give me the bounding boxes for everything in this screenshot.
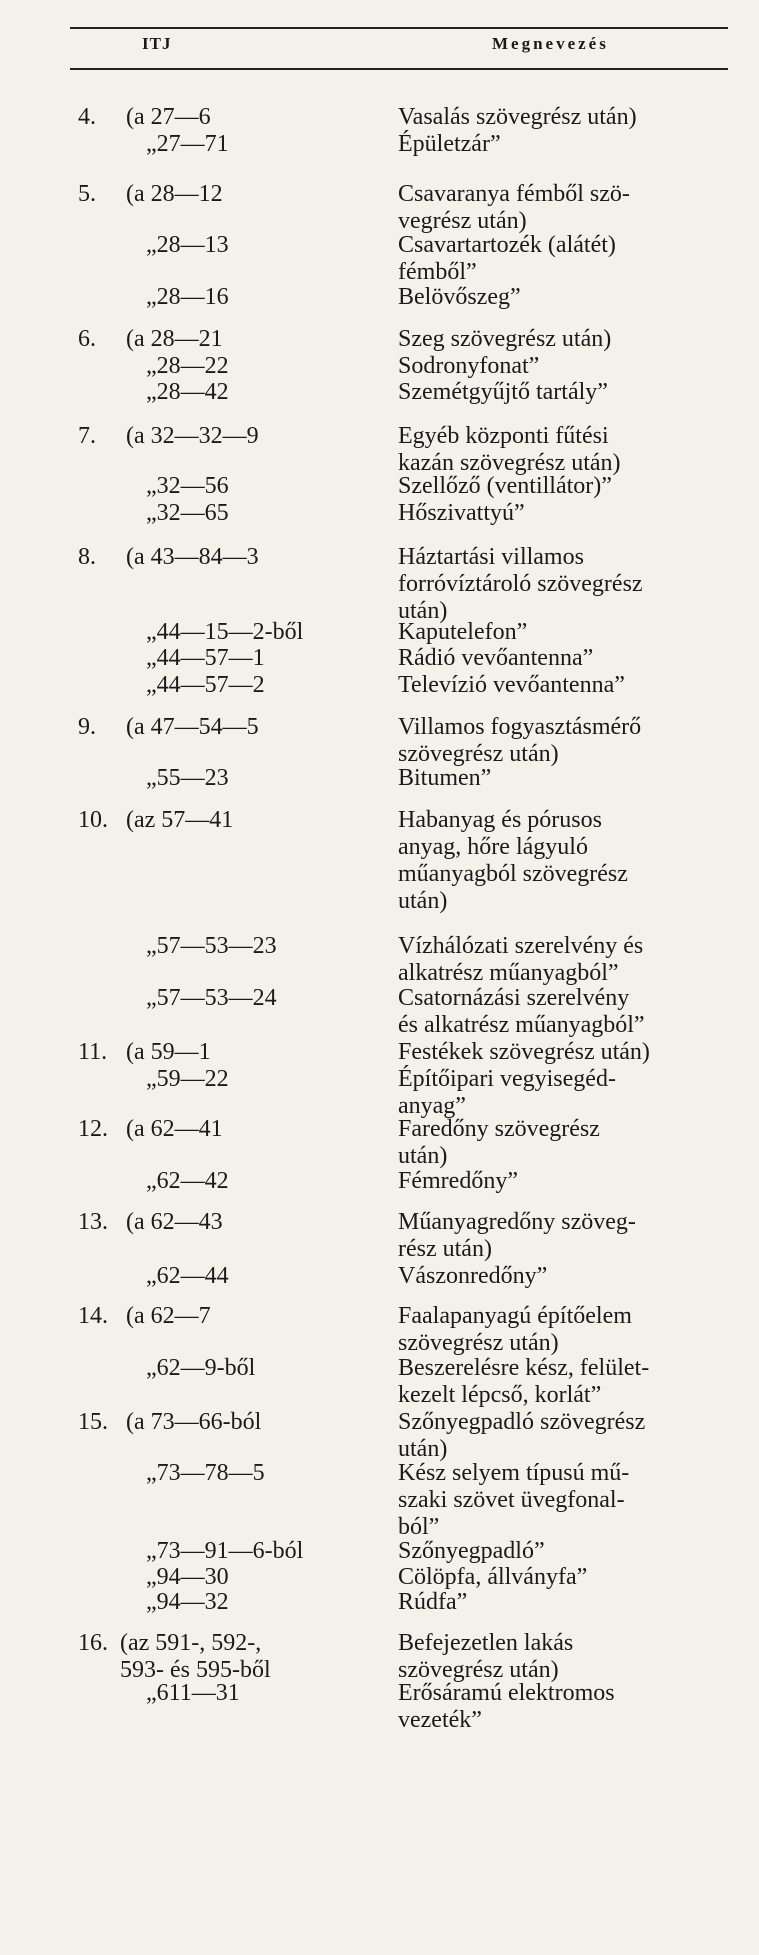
itj-code: „28—16 (146, 284, 229, 310)
item-number: 15. (78, 1409, 108, 1435)
itj-code: „27—71 (146, 131, 229, 157)
item-description: Háztartási villamos forróvíztároló szövegrész után) (398, 544, 643, 624)
item-description: Épületzár” (398, 131, 501, 157)
itj-code: „44—57—2 (146, 672, 265, 698)
item-description: Kész selyem típusú mű- szaki szövet üvegfonal- ból” (398, 1460, 630, 1540)
item-number: 9. (78, 714, 96, 740)
itj-code: „44—57—1 (146, 645, 265, 671)
itj-code: „32—56 (146, 473, 229, 499)
item-number: 7. (78, 423, 96, 449)
itj-code: „32—65 (146, 500, 229, 526)
header-bottom-rule (70, 68, 728, 70)
itj-code: „59—22 (146, 1066, 229, 1092)
itj-code: (a 43—84—3 (126, 544, 259, 570)
itj-code: (a 62—7 (126, 1303, 211, 1329)
item-number: 4. (78, 104, 96, 130)
item-description: Szemétgyűjtő tartály” (398, 379, 608, 405)
itj-code: (a 47—54—5 (126, 714, 259, 740)
itj-code: „55—23 (146, 765, 229, 791)
itj-code: „28—42 (146, 379, 229, 405)
itj-code: „44—15—2-ből (146, 619, 304, 645)
item-description: Befejezetlen lakás szövegrész után) (398, 1630, 574, 1683)
header-top-rule (70, 27, 728, 29)
item-description: Hőszivattyú” (398, 500, 525, 526)
item-number: 11. (78, 1039, 108, 1065)
item-description: Cölöpfa, állványfa” (398, 1564, 588, 1590)
itj-code: (a 62—43 (126, 1209, 223, 1235)
itj-code: „611—31 (146, 1680, 240, 1706)
itj-code: „73—91—6-ból (146, 1538, 304, 1564)
itj-code: (a 27—6 (126, 104, 211, 130)
itj-code: „57—53—24 (146, 985, 277, 1011)
item-description: Rúdfa” (398, 1589, 468, 1615)
column-header-itj: ITJ (142, 34, 172, 53)
item-description: Csavaranya fémből szö- vegrész után) (398, 181, 630, 234)
itj-code: „94—32 (146, 1589, 229, 1615)
itj-code: (a 28—12 (126, 181, 223, 207)
item-number: 14. (78, 1303, 108, 1329)
itj-code: „28—22 (146, 353, 229, 379)
itj-code: „62—44 (146, 1263, 229, 1289)
item-description: Vasalás szövegrész után) (398, 104, 637, 130)
itj-code: (a 73—66-ból (126, 1409, 262, 1435)
item-description: Sodronyfonat” (398, 353, 540, 379)
item-description: Televízió vevőantenna” (398, 672, 625, 698)
itj-code: „57—53—23 (146, 933, 277, 959)
item-description: Csavartartozék (alátét) fémből” (398, 232, 616, 285)
item-description: Erősáramú elektromos vezeték” (398, 1680, 615, 1733)
itj-code: (az 57—41 (126, 807, 234, 833)
item-description: Habanyag és pórusos anyag, hőre lágyuló műanyagból szövegrész után) (398, 807, 628, 914)
itj-code: (az 591-, 592-, 593- és 595-ből (120, 1630, 271, 1683)
itj-code: „62—9-ből (146, 1355, 256, 1381)
itj-code: (a 28—21 (126, 326, 223, 352)
itj-code: „94—30 (146, 1564, 229, 1590)
item-description: Villamos fogyasztásmérő szövegrész után) (398, 714, 642, 767)
itj-code: (a 59—1 (126, 1039, 211, 1065)
itj-code: (a 62—41 (126, 1116, 223, 1142)
itj-code: (a 32—32—9 (126, 423, 259, 449)
item-description: Bitumen” (398, 765, 492, 791)
item-description: Műanyagredőny szöveg- rész után) (398, 1209, 636, 1262)
item-number: 16. (78, 1630, 108, 1656)
item-number: 10. (78, 807, 108, 833)
item-description: Szőnyegpadló szövegrész után) (398, 1409, 646, 1462)
item-number: 5. (78, 181, 96, 207)
item-number: 13. (78, 1209, 108, 1235)
item-description: Rádió vevőantenna” (398, 645, 594, 671)
item-description: Festékek szövegrész után) (398, 1039, 650, 1065)
item-number: 12. (78, 1116, 108, 1142)
itj-code: „73—78—5 (146, 1460, 265, 1486)
item-description: Faredőny szövegrész után) (398, 1116, 600, 1169)
item-description: Faalapanyagú építőelem szövegrész után) (398, 1303, 632, 1356)
item-description: Fémredőny” (398, 1168, 518, 1194)
item-description: Csatornázási szerelvény és alkatrész műanyagból” (398, 985, 645, 1038)
item-description: Kaputelefon” (398, 619, 528, 645)
item-description: Vízhálózati szerelvény és alkatrész műanyagból” (398, 933, 644, 986)
item-description: Belövőszeg” (398, 284, 521, 310)
column-header-megnevezes: Megnevezés (492, 34, 609, 53)
item-description: Szőnyegpadló” (398, 1538, 545, 1564)
item-description: Egyéb központi fűtési kazán szövegrész után) (398, 423, 621, 476)
item-description: Vászonredőny” (398, 1263, 548, 1289)
item-number: 6. (78, 326, 96, 352)
item-description: Szeg szövegrész után) (398, 326, 612, 352)
item-number: 8. (78, 544, 96, 570)
item-description: Beszerelésre kész, felület- kezelt lépcső, korlát” (398, 1355, 650, 1408)
item-description: Építőipari vegyisegéd- anyag” (398, 1066, 616, 1119)
item-description: Szellőző (ventillátor)” (398, 473, 612, 499)
itj-code: „62—42 (146, 1168, 229, 1194)
itj-code: „28—13 (146, 232, 229, 258)
